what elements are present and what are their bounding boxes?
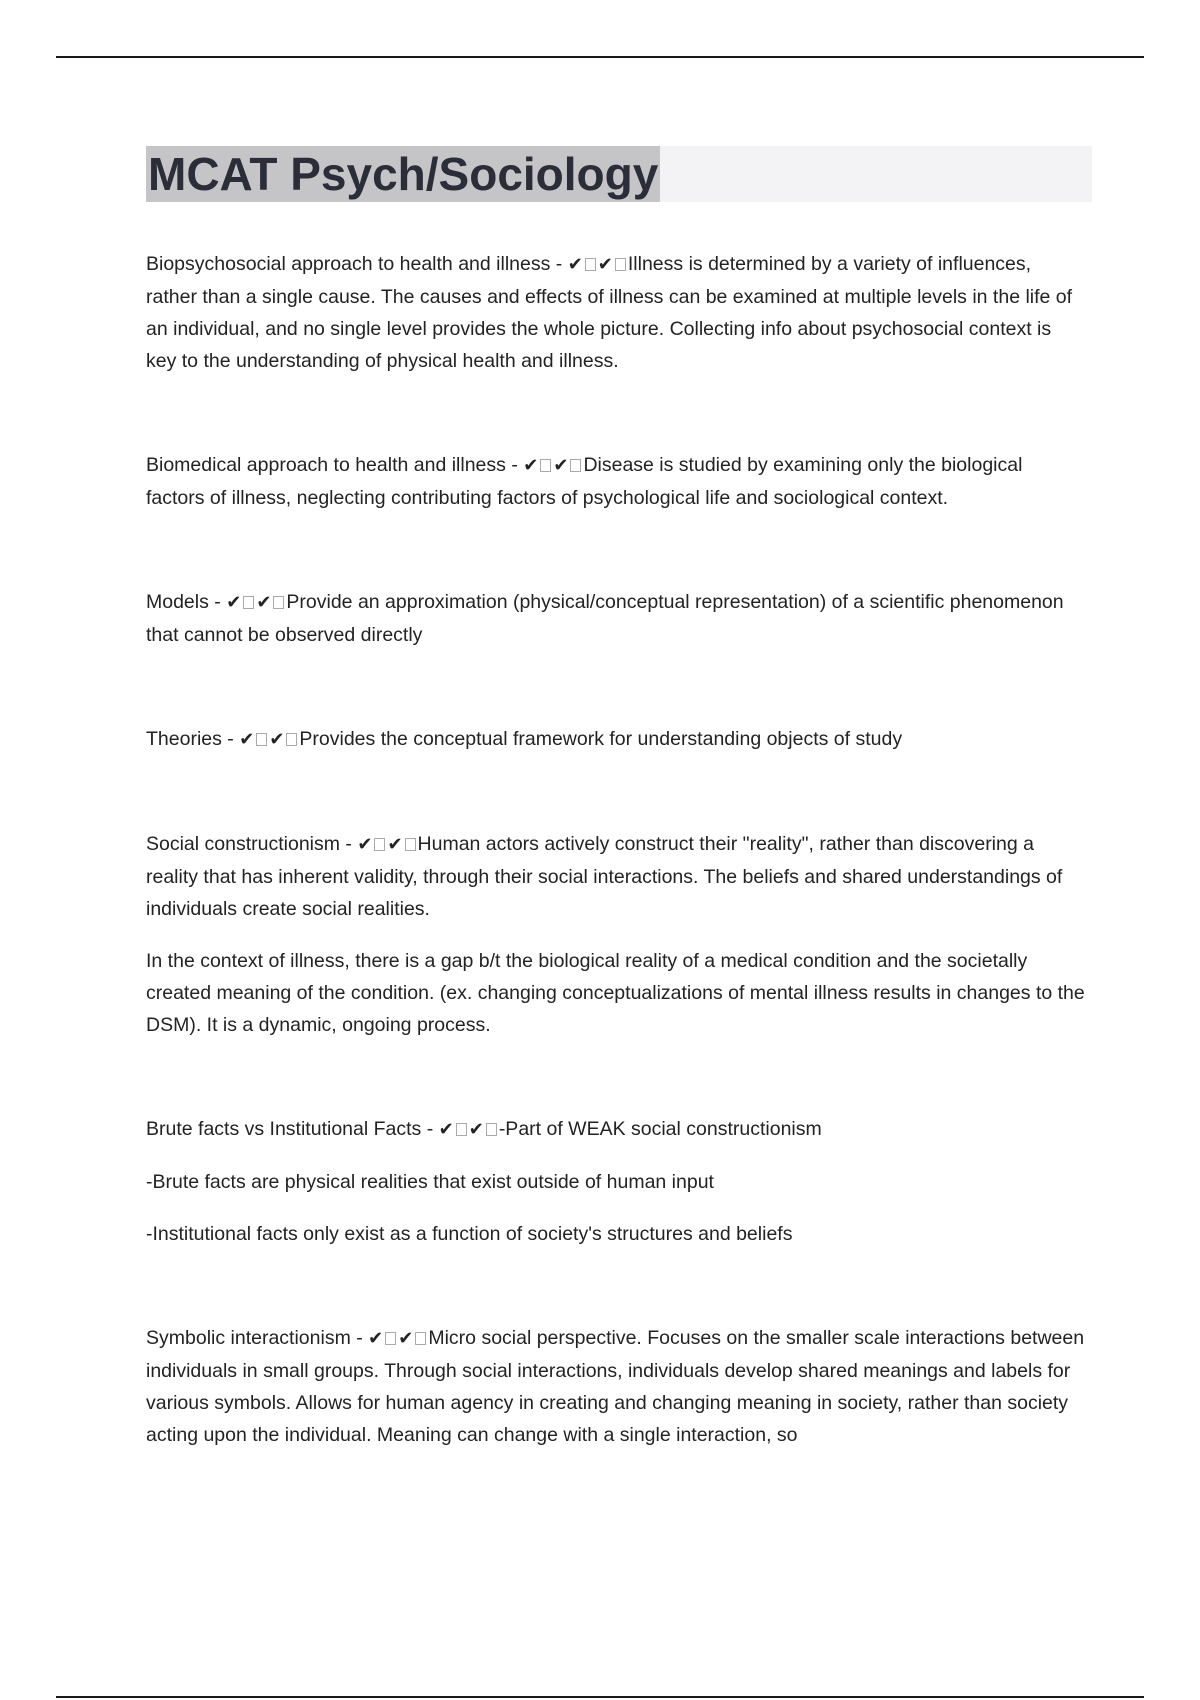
entry-extra-paragraph: -Brute facts are physical realities that exist outside of human input [146,1171,714,1193]
missing-glyph-box [540,459,551,472]
missing-glyph-box [286,733,297,746]
bottom-rule [56,1696,1144,1698]
entry-term: Biomedical approach to health and illness [146,454,506,476]
missing-glyph-box [415,1332,426,1345]
top-rule [56,56,1144,58]
missing-glyph-box [615,258,626,271]
check-icon: ✔ [438,1119,454,1140]
missing-glyph-box [585,258,596,271]
missing-glyph-box [486,1123,497,1136]
missing-glyph-box [570,459,581,472]
check-icon: ✔ [468,1119,484,1140]
entry-definition: Micro social perspective. Focuses on the smaller scale interactions between individuals in small groups. Through social interactions, individuals develop shared meanings and labels for various symbols. Allows for human agency in creating and changing meaning in society, rather than society acting upon the individual. Meaning can change with a single interaction, so [146,1327,1085,1446]
flashcard-list [146,248,1086,1451]
missing-glyph-box [273,596,284,609]
check-icon: ✔ [523,455,539,476]
missing-glyph-box [456,1123,467,1136]
entry-theories: Theories - ✔ ✔ Provides the conceptual framework for understanding objects of study [146,728,903,750]
check-icon: ✔ [226,592,242,613]
document-title: MCAT Psych/Sociology [148,148,659,200]
missing-glyph-box [405,838,416,851]
entry-definition: Provides the conceptual framework for understanding objects of study [299,728,903,750]
entry-definition: Illness is determined by a variety of influences, rather than a single cause. The causes and effects of illness can be examined at multiple levels in the life of an individual, and no single level provides the whole picture. Collecting info about psychosocial context is key to the understanding of physical health and illness. [146,253,1073,372]
entry-models: Models - ✔ ✔ Provide an approximation (physical/conceptual representation) of a scientific phenomenon that cannot be observed directly [146,591,1064,646]
entry-term: Social constructionism [146,833,340,855]
check-icon: ✔ [239,729,255,750]
entry-social-constructionism: Social constructionism - ✔ ✔ Human actors actively construct their "reality", rather than discovering a reality that has inherent validity, through their social interactions. The beliefs and shared understandings of individuals create social realities. In the context of illness, there is a gap b/t the biological reality of a medical condition and the societally created meaning of the condition. (ex. changing conceptualizations of mental illness results in changes to the DSM). It is a dynamic, ongoing process. [146,828,1086,1041]
entry-definition: Disease is studied by examining only the biological factors of illness, neglecting contributing factors of psychological life and sociological context. [146,454,1023,509]
entry-term: Symbolic interactionism [146,1327,351,1349]
missing-glyph-box [256,733,267,746]
entry-term: Theories [146,728,222,750]
entry-biopsychosocial: Biopsychosocial approach to health and illness - ✔ ✔ Illness is determined by a variety of influences, rather than a single cause. The causes and effects of illness can be examined at multiple levels in the life of an individual, and no single level provides the whole picture. Collecting info about psychosocial context is key to the understanding of physical health and illness. [146,253,1073,372]
missing-glyph-box [243,596,254,609]
entry-symbolic-interactionism: Symbolic interactionism - ✔ ✔ Micro social perspective. Focuses on the smaller scale interactions between individuals in small groups. Through social interactions, individuals develop shared meanings and labels for various symbols. Allows for human agency in creating and changing meaning in society, rather than society acting upon the individual. Meaning can change with a single interaction, so [146,1327,1085,1446]
entry-brute-institutional-facts: Brute facts vs Institutional Facts - ✔ ✔ -Part of WEAK social constructionism -Brute facts are physical realities that exist outside of human input -Institutional facts only exist as a function of society's structures and beliefs [146,1113,1086,1250]
check-icon: ✔ [269,729,285,750]
check-icon: ✔ [256,592,272,613]
entry-term: Biopsychosocial approach to health and illness [146,253,551,275]
entry-definition: Human actors actively construct their "reality", rather than discovering a reality that has inherent validity, through their social interactions. The beliefs and shared understandings of individuals create social realities. [146,833,1063,920]
check-icon: ✔ [368,1328,384,1349]
missing-glyph-box [374,838,385,851]
check-icon: ✔ [387,834,403,855]
entry-extra-paragraph: -Institutional facts only exist as a function of society's structures and beliefs [146,1223,793,1245]
entry-biomedical: Biomedical approach to health and illness - ✔ ✔ Disease is studied by examining only the biological factors of illness, neglecting contributing factors of psychological life and sociological context. [146,454,1023,509]
missing-glyph-box [385,1332,396,1345]
entry-definition: -Part of WEAK social constructionism [498,1118,822,1140]
entry-term: Models [146,591,209,613]
check-icon: ✔ [597,254,613,275]
check-icon: ✔ [398,1328,414,1349]
entry-term: Brute facts vs Institutional Facts [146,1118,422,1140]
entry-extra-paragraph: In the context of illness, there is a gap b/t the biological reality of a medical condition and the societally created meaning of the condition. (ex. changing conceptualizations of mental illness results in changes to the DSM). It is a dynamic, ongoing process. [146,950,1085,1036]
entry-definition: Provide an approximation (physical/conceptual representation) of a scientific phenomenon that cannot be observed directly [146,591,1064,646]
check-icon: ✔ [553,455,569,476]
check-icon: ✔ [567,254,583,275]
check-icon: ✔ [357,834,373,855]
